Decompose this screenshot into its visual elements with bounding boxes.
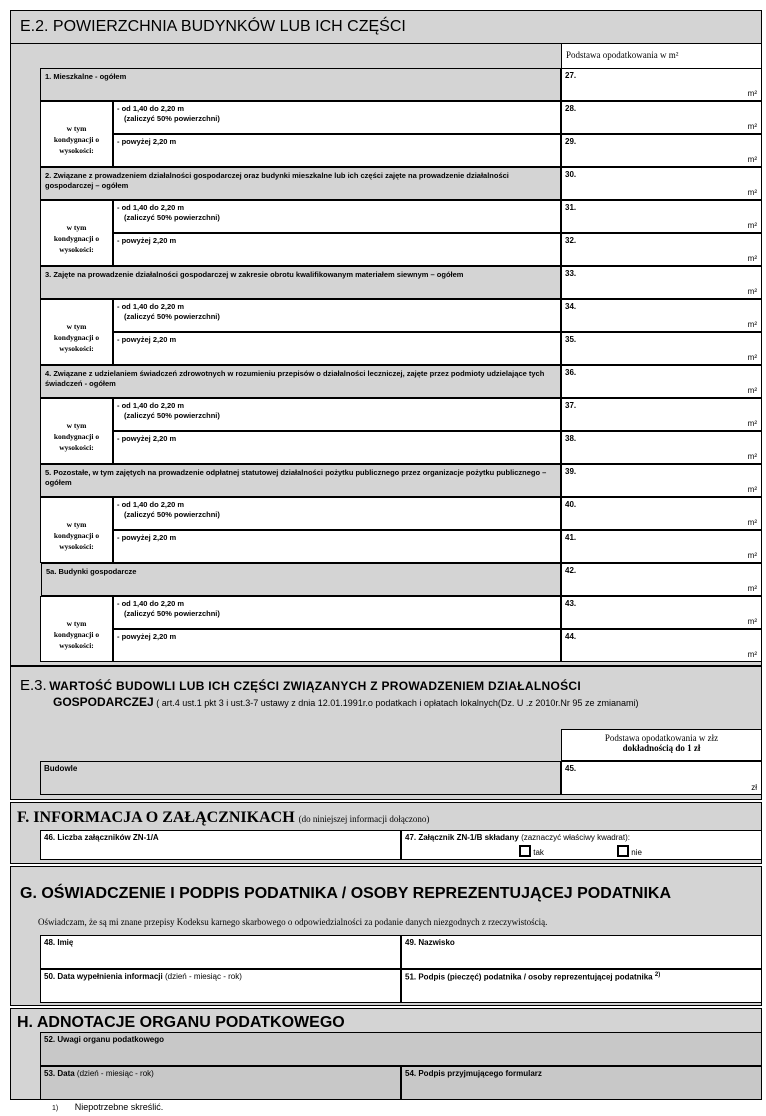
- field-53[interactable]: [40, 1066, 401, 1100]
- field-unit: m²: [747, 452, 757, 461]
- kondygnacje-line: kondygnacji o: [53, 234, 100, 243]
- field-33[interactable]: [561, 266, 762, 299]
- e3-budowle-label: Budowle: [44, 764, 78, 773]
- e3-col-header-1: Podstawa opodatkowania w złz: [604, 733, 719, 743]
- e2-kondygnacje-5: [40, 497, 113, 563]
- sub-label: - powyżej 2,20 m: [117, 335, 177, 344]
- kondygnacje-line: kondygnacji o: [53, 630, 100, 639]
- field-41[interactable]: [561, 530, 762, 563]
- section-e3-title: [20, 678, 740, 711]
- field-unit: m²: [747, 386, 757, 395]
- kondygnacje-text: [41, 420, 112, 453]
- field-unit: m²: [747, 353, 757, 362]
- footnote: [52, 1102, 163, 1112]
- field-37[interactable]: [561, 398, 762, 431]
- kondygnacje-line: w tym: [66, 421, 87, 430]
- e2-sub-140-220: [113, 101, 561, 134]
- checkbox-yes-box[interactable]: [519, 845, 531, 857]
- sub-label: [117, 203, 220, 223]
- field-unit: m²: [747, 551, 757, 560]
- e3-col-header-2: dokładnością do 1 zł: [622, 743, 701, 753]
- sub-label: - powyżej 2,20 m: [117, 533, 177, 542]
- kondygnacje-text: [41, 123, 112, 156]
- field-unit: m²: [747, 254, 757, 263]
- e2-group-label-text: 3. Zajęte na prowadzenie działalności gospodarczej w zakresie obrotu kwalifikowanym materiałem siewnym – ogółem: [45, 270, 464, 279]
- field-unit: m²: [747, 188, 757, 197]
- e2-group-label-text: 4. Związane z udzielaniem świadczeń zdrowotnych w rozumieniu przepisów o działalności leczniczej, zajęte przez podmioty udzielające tych świadczeń - ogółem: [45, 369, 545, 388]
- sub-label: [117, 401, 220, 421]
- sub-label-note: (zaliczyć 50% powierzchni): [124, 609, 220, 618]
- field-unit: m²: [747, 221, 757, 230]
- field-53-bold: 53. Data: [44, 1069, 75, 1078]
- e2-group-label-1: [40, 68, 561, 101]
- section-f-title: [17, 809, 429, 827]
- sub-label-note: (zaliczyć 50% powierzchni): [124, 213, 220, 222]
- e2-sub-above-220: [113, 332, 561, 365]
- field-number: 33.: [565, 269, 577, 278]
- e2-sub-140-220: [113, 299, 561, 332]
- kondygnacje-line: w tym: [66, 322, 87, 331]
- e2-sub-above-220: [113, 134, 561, 167]
- field-49[interactable]: [401, 935, 762, 969]
- sub-label-range: - od 1,40 do 2,20 m: [117, 599, 185, 608]
- field-50-label: [44, 972, 242, 981]
- e2-group-label-text: 2. Związane z prowadzeniem działalności gospodarczej oraz budynki mieszkalne lub ich części zajęte na prowadzenie działalności gospodarczej – ogółem: [45, 171, 509, 190]
- kondygnacje-line: kondygnacji o: [53, 531, 100, 540]
- field-29[interactable]: [561, 134, 762, 167]
- footnote-number: 1): [52, 1105, 59, 1112]
- field-unit: m²: [747, 650, 757, 659]
- field-32[interactable]: [561, 233, 762, 266]
- e2-kondygnacje-6: [40, 596, 113, 662]
- field-number: 38.: [565, 434, 577, 443]
- kondygnacje-line: wysokości:: [59, 443, 94, 452]
- field-39[interactable]: [561, 464, 762, 497]
- e2-column-header: [561, 44, 762, 68]
- section-e2-title: E.2. POWIERZCHNIA BUDYNKÓW LUB ICH CZĘŚCI: [20, 18, 406, 35]
- field-number: 27.: [565, 71, 577, 80]
- sub-label: - powyżej 2,20 m: [117, 137, 177, 146]
- e2-group-label-text: 5. Pozostałe, w tym zajętych na prowadzenie odpłatnej statutowej działalności pożytku publicznego przez organizacje pożytku publicznego – ogółem: [45, 468, 547, 487]
- kondygnacje-text: [41, 618, 112, 651]
- e3-prefix: E.3.: [20, 677, 47, 694]
- e2-group-label-5: [40, 464, 561, 497]
- kondygnacje-line: w tym: [66, 619, 87, 628]
- field-51-label: [405, 972, 660, 982]
- field-54-label: 54. Podpis przyjmującego formularz: [405, 1069, 542, 1078]
- field-unit: m²: [747, 122, 757, 131]
- field-number: 44.: [565, 632, 577, 641]
- field-number: 28.: [565, 104, 577, 113]
- e2-group-label-6: [41, 563, 561, 596]
- kondygnacje-line: kondygnacji o: [53, 333, 100, 342]
- field-52[interactable]: [40, 1032, 762, 1066]
- field-number: 34.: [565, 302, 577, 311]
- section-g-title: G. OŚWIADCZENIE I PODPIS PODATNIKA / OSOBY REPREZENTUJĄCEJ PODATNIKA: [20, 885, 672, 902]
- field-unit: m²: [747, 617, 757, 626]
- field-unit: m²: [747, 89, 757, 98]
- sub-label: - powyżej 2,20 m: [117, 434, 177, 443]
- field-44[interactable]: [561, 629, 762, 662]
- e2-kondygnacje-4: [40, 398, 113, 464]
- e2-kondygnacje-1: [40, 101, 113, 167]
- section-h-title: H. ADNOTACJE ORGANU PODATKOWEGO: [17, 1014, 345, 1031]
- field-54[interactable]: [401, 1066, 762, 1100]
- field-47-label: [405, 833, 630, 842]
- checkbox-no-box[interactable]: [617, 845, 629, 857]
- e2-group-label-text: 1. Mieszkalne - ogółem: [45, 72, 127, 81]
- field-51[interactable]: [401, 969, 762, 1003]
- kondygnacje-line: w tym: [66, 223, 87, 232]
- e2-kondygnacje-3: [40, 299, 113, 365]
- field-number: 43.: [565, 599, 577, 608]
- field-42[interactable]: [561, 563, 762, 596]
- e2-group-label-2: [40, 167, 561, 200]
- field-49-label: 49. Nazwisko: [405, 938, 455, 947]
- sub-label-range: - od 1,40 do 2,20 m: [117, 401, 185, 410]
- field-38[interactable]: [561, 431, 762, 464]
- e3-row-budowle-label: [40, 761, 561, 795]
- field-34[interactable]: [561, 299, 762, 332]
- e2-sub-above-220: [113, 431, 561, 464]
- sub-label: [117, 599, 220, 619]
- field-number: 40.: [565, 500, 577, 509]
- field-number: 36.: [565, 368, 577, 377]
- field-number: 42.: [565, 566, 577, 575]
- field-48[interactable]: [40, 935, 401, 969]
- field-unit: m²: [747, 485, 757, 494]
- field-unit: m²: [747, 155, 757, 164]
- kondygnacje-line: wysokości:: [59, 344, 94, 353]
- e2-sub-above-220: [113, 530, 561, 563]
- field-number: 41.: [565, 533, 577, 542]
- sub-label: - powyżej 2,20 m: [117, 632, 177, 641]
- e2-group-label-text: 5a. Budynki gospodarcze: [46, 567, 137, 576]
- e3-title-bold: WARTOŚĆ BUDOWLI LUB ICH CZĘŚCI ZWIĄZANYCH Z PROWADZENIEM DZIAŁALNOŚCI: [49, 679, 581, 693]
- sub-label-note: (zaliczyć 50% powierzchni): [124, 411, 220, 420]
- field-30[interactable]: [561, 167, 762, 200]
- field-43[interactable]: [561, 596, 762, 629]
- kondygnacje-line: wysokości:: [59, 146, 94, 155]
- kondygnacje-line: w tym: [66, 520, 87, 529]
- checkbox-yes-label: tak: [533, 848, 544, 857]
- e3-title-bold-2: GOSPODARCZEJ: [53, 695, 154, 709]
- e2-group-label-3: [40, 266, 561, 299]
- sub-label-range: - od 1,40 do 2,20 m: [117, 500, 185, 509]
- field-number: 31.: [565, 203, 577, 212]
- kondygnacje-line: wysokości:: [59, 542, 94, 551]
- field-50-bold: 50. Data wypełnienia informacji: [44, 972, 163, 981]
- sub-label: [117, 104, 220, 124]
- f-title-note: (do niniejszej informacji dołączono): [298, 814, 430, 824]
- field-number: 29.: [565, 137, 577, 146]
- sub-label: [117, 302, 220, 322]
- field-27[interactable]: [561, 68, 762, 101]
- e3-title-note: ( art.4 ust.1 pkt 3 i ust.3-7 ustawy z dnia 12.01.1991r.o podatkach i opłatach lokalnych(Dz. U .z 2010r.Nr 95 ze zmianami): [156, 698, 639, 708]
- kondygnacje-line: kondygnacji o: [53, 135, 100, 144]
- sub-label-note: (zaliczyć 50% powierzchni): [124, 510, 220, 519]
- field-45-unit: zł: [751, 783, 757, 792]
- field-36[interactable]: [561, 365, 762, 398]
- kondygnacje-line: w tym: [66, 124, 87, 133]
- f-title: F. INFORMACJA O ZAŁĄCZNIKACH: [17, 809, 295, 826]
- field-28[interactable]: [561, 101, 762, 134]
- field-31[interactable]: [561, 200, 762, 233]
- field-53-note: (dzień - miesiąc - rok): [76, 1069, 154, 1078]
- field-47: [401, 830, 762, 860]
- field-51-text: 51. Podpis (pieczęć) podatnika / osoby reprezentującej podatnika: [405, 972, 653, 982]
- sub-label: - powyżej 2,20 m: [117, 236, 177, 245]
- field-unit: m²: [747, 320, 757, 329]
- field-50-note: (dzień - miesiąc - rok): [164, 972, 242, 981]
- sub-label-note: (zaliczyć 50% powierzchni): [124, 312, 220, 321]
- e2-column-header-text: Podstawa opodatkowania w m²: [566, 50, 679, 60]
- field-unit: m²: [747, 419, 757, 428]
- field-47-note: (zaznaczyć właściwy kwadrat):: [521, 833, 630, 842]
- kondygnacje-text: [41, 519, 112, 552]
- field-47-bold: 47. Załącznik ZN-1/B składany: [405, 833, 519, 842]
- field-number: 30.: [565, 170, 577, 179]
- e2-sub-140-220: [113, 596, 561, 629]
- checkbox-no[interactable]: [617, 845, 642, 857]
- e2-sub-above-220: [113, 233, 561, 266]
- field-50[interactable]: [40, 969, 401, 1003]
- e2-kondygnacje-2: [40, 200, 113, 266]
- kondygnacje-line: wysokości:: [59, 245, 94, 254]
- checkbox-yes[interactable]: [519, 845, 544, 857]
- e2-sub-140-220: [113, 497, 561, 530]
- sub-label-range: - od 1,40 do 2,20 m: [117, 302, 185, 311]
- field-45-number: 45.: [565, 764, 577, 773]
- field-45[interactable]: [561, 761, 762, 795]
- field-53-label: [44, 1069, 154, 1078]
- e2-sub-140-220: [113, 398, 561, 431]
- e2-sub-140-220: [113, 200, 561, 233]
- field-51-sup: 2): [654, 972, 661, 978]
- sub-label-range: - od 1,40 do 2,20 m: [117, 203, 185, 212]
- e2-group-label-4: [40, 365, 561, 398]
- field-40[interactable]: [561, 497, 762, 530]
- field-46-label: 46. Liczba załączników ZN-1/A: [44, 833, 159, 842]
- sub-label-note: (zaliczyć 50% powierzchni): [124, 114, 220, 123]
- field-48-label: 48. Imię: [44, 938, 74, 947]
- field-unit: m²: [747, 287, 757, 296]
- sub-label-range: - od 1,40 do 2,20 m: [117, 104, 185, 113]
- field-unit: m²: [747, 518, 757, 527]
- field-unit: m²: [747, 584, 757, 593]
- field-number: 35.: [565, 335, 577, 344]
- field-52-label: 52. Uwagi organu podatkowego: [44, 1035, 165, 1044]
- field-number: 37.: [565, 401, 577, 410]
- field-number: 39.: [565, 467, 577, 476]
- e3-column-header: [561, 729, 762, 761]
- checkbox-no-label: nie: [631, 848, 642, 857]
- kondygnacje-line: kondygnacji o: [53, 432, 100, 441]
- field-46[interactable]: [40, 830, 401, 860]
- e2-sub-above-220: [113, 629, 561, 662]
- kondygnacje-text: [41, 321, 112, 354]
- field-35[interactable]: [561, 332, 762, 365]
- sub-label: [117, 500, 220, 520]
- kondygnacje-line: wysokości:: [59, 641, 94, 650]
- g-statement: Oświadczam, że są mi znane przepisy Kodeksu karnego skarbowego o odpowiedzialności za podanie danych niezgodnych z rzeczywistością.: [38, 917, 548, 927]
- footnote-text: Niepotrzebne skreślić.: [74, 1102, 164, 1112]
- kondygnacje-text: [41, 222, 112, 255]
- field-number: 32.: [565, 236, 577, 245]
